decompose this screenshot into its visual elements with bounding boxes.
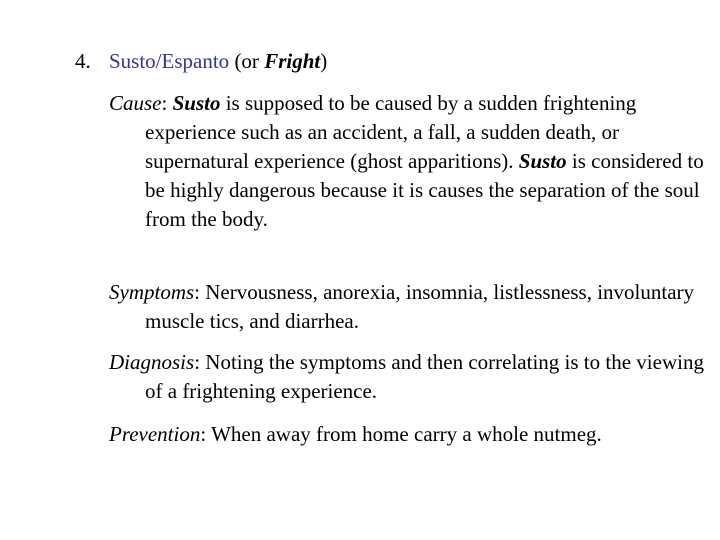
diagnosis-paragraph — [109, 348, 705, 406]
prevention-text: When away from home carry a whole nutmeg. — [211, 422, 602, 446]
prevention-label: Prevention — [109, 422, 201, 446]
diagnosis-text: Noting the symptoms and then correlating is to the viewing of a frightening experience. — [145, 350, 704, 403]
heading-title: Susto/Espanto — [109, 49, 230, 73]
section-heading — [75, 46, 327, 76]
cause-text-1: is supposed to be caused by a sudden frightening experience such as an accident, a fall, a sudden death, or supernatural experience (ghost apparitions). — [145, 91, 637, 173]
heading-paren-open: (or — [229, 49, 265, 73]
symptoms-text: Nervousness, anorexia, insomnia, listlessness, involuntary muscle tics, and diarrhea. — [145, 280, 695, 333]
diagnosis-colon: : — [194, 350, 206, 374]
prevention-colon: : — [200, 422, 212, 446]
diagnosis-label: Diagnosis — [109, 350, 195, 374]
cause-paragraph — [109, 89, 705, 234]
heading-number: 4. — [75, 49, 91, 73]
symptoms-colon: : — [194, 280, 206, 304]
symptoms-paragraph — [109, 278, 705, 336]
heading-fright: Fright — [264, 49, 321, 73]
cause-colon: : — [161, 91, 173, 115]
symptoms-label: Symptoms — [109, 280, 195, 304]
cause-term-2: Susto — [518, 149, 567, 173]
prevention-paragraph — [109, 420, 705, 449]
cause-label: Cause — [109, 91, 162, 115]
cause-term-1: Susto — [172, 91, 221, 115]
heading-paren-close: ) — [320, 49, 328, 73]
cause-text-2: is considered to be highly dangerous because it is causes the separation of the soul from the body. — [145, 149, 704, 231]
